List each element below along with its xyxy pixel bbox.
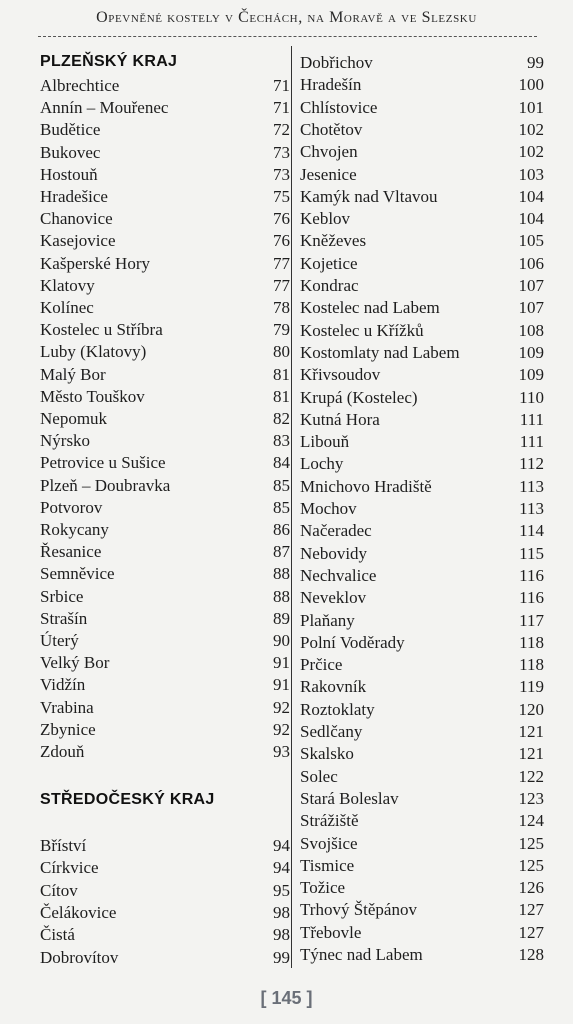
entry-page: 94 <box>273 858 290 878</box>
entry-page: 126 <box>518 878 544 898</box>
entry-page: 113 <box>519 499 544 518</box>
entry-name: Vidžín <box>40 675 86 695</box>
entry-name: Cítov <box>40 880 78 900</box>
entry-page: 85 <box>273 475 290 495</box>
entry-page: 123 <box>518 788 544 808</box>
entry-name: Zdouň <box>40 742 85 761</box>
entry-page: 128 <box>518 945 544 964</box>
entry-name: Luby (Klatovy) <box>40 342 147 362</box>
index-entry <box>300 632 544 654</box>
entry-page: 73 <box>273 142 290 162</box>
index-entry <box>40 519 290 541</box>
column-divider <box>291 46 292 968</box>
header-rule <box>38 36 537 37</box>
index-entry <box>40 924 290 946</box>
entry-page: 92 <box>273 719 290 739</box>
entry-name: Týnec nad Labem <box>300 945 423 964</box>
entry-page: 105 <box>518 231 544 251</box>
entry-page: 75 <box>273 187 290 206</box>
entry-name: Chlístovice <box>300 97 378 117</box>
entry-page: 93 <box>273 742 290 761</box>
entry-page: 109 <box>518 365 544 385</box>
index-entry <box>40 364 290 386</box>
entry-page: 85 <box>273 497 290 517</box>
entry-name: Kamýk nad Vltavou <box>300 186 438 206</box>
entry-name: Kostelec nad Labem <box>300 298 440 318</box>
entry-page: 115 <box>519 543 544 563</box>
entry-name: Kolínec <box>40 298 94 317</box>
entry-name: Potvorov <box>40 497 103 517</box>
index-entry <box>300 565 544 587</box>
entry-name: Libouň <box>300 432 350 452</box>
entry-name: Tožice <box>300 878 346 898</box>
entry-name: Zbynice <box>40 719 96 739</box>
entry-name: Chotětov <box>300 119 363 139</box>
entry-page: 121 <box>518 744 544 764</box>
index-entry <box>40 297 290 319</box>
entry-name: Solec <box>300 766 338 786</box>
index-entry <box>300 97 544 119</box>
index-entry <box>40 902 290 924</box>
entry-name: Neveklov <box>300 588 367 608</box>
entry-name: Čistá <box>40 925 75 945</box>
entry-name: Město Touškov <box>40 386 145 406</box>
entry-page: 102 <box>518 119 544 139</box>
entry-name: Krupá (Kostelec) <box>300 387 418 407</box>
entry-page: 118 <box>519 655 544 675</box>
entry-page: 127 <box>518 922 544 942</box>
entry-page: 112 <box>519 454 544 474</box>
entry-name: Kostelec u Stříbra <box>40 320 163 340</box>
page-number: [ 145 ] <box>260 988 313 1008</box>
entry-page: 87 <box>273 542 290 562</box>
entry-page: 116 <box>519 565 544 585</box>
entry-page: 91 <box>273 675 290 695</box>
entry-name: Klatovy <box>40 275 95 295</box>
entry-page: 81 <box>273 364 290 384</box>
index-entry <box>40 430 290 452</box>
entry-page: 118 <box>519 632 544 652</box>
entry-name: Keblov <box>300 209 351 229</box>
entry-page: 103 <box>518 164 544 184</box>
index-entry <box>300 409 544 431</box>
entry-page: 110 <box>519 387 544 407</box>
entry-page: 120 <box>518 699 544 719</box>
entry-page: 111 <box>519 432 544 452</box>
entry-name: Bříství <box>40 836 87 855</box>
entry-name: Velký Bor <box>40 653 110 673</box>
index-entry <box>40 586 290 608</box>
entry-name: Lochy <box>300 454 344 474</box>
entry-name: Čelákovice <box>40 902 117 922</box>
index-entry <box>300 654 544 676</box>
entry-name: Sedlčany <box>300 722 363 741</box>
entry-page: 76 <box>273 209 290 229</box>
entry-name: Strážiště <box>300 811 359 831</box>
entry-name: Rokycany <box>40 520 109 539</box>
index-entry <box>300 610 544 632</box>
index-entry <box>300 810 544 832</box>
index-entry <box>40 386 290 408</box>
entry-name: Kněževes <box>300 231 367 251</box>
index-entry <box>40 230 290 252</box>
entry-page: 117 <box>519 610 544 630</box>
entry-name: Bukovec <box>40 142 101 162</box>
index-entry <box>300 543 544 565</box>
index-entry <box>40 408 290 430</box>
entry-page: 82 <box>273 409 290 428</box>
entry-page: 122 <box>518 766 544 786</box>
entry-page: 100 <box>518 75 544 95</box>
entry-page: 106 <box>518 253 544 273</box>
index-entry <box>40 497 290 519</box>
index-entry <box>300 498 544 520</box>
index-entry <box>40 563 290 585</box>
entry-name: Kasejovice <box>40 231 116 251</box>
entry-name: Strašín <box>40 608 88 628</box>
entry-page: 125 <box>518 855 544 875</box>
index-entry <box>300 320 544 342</box>
entry-page: 76 <box>273 231 290 251</box>
entry-name: Vrabina <box>40 697 94 717</box>
index-entry <box>300 431 544 453</box>
entry-page: 121 <box>518 722 544 741</box>
entry-name: Svojšice <box>300 833 358 853</box>
entry-page: 92 <box>273 697 290 717</box>
index-entry <box>40 674 290 696</box>
entry-name: Úterý <box>40 631 79 650</box>
entry-page: 86 <box>273 520 290 539</box>
entry-name: Hradešice <box>40 187 108 206</box>
entry-page: 104 <box>518 186 544 206</box>
index-entry <box>300 230 544 252</box>
entry-page: 107 <box>518 276 544 295</box>
entry-page: 119 <box>519 677 544 697</box>
entry-page: 108 <box>518 320 544 340</box>
entry-name: Mochov <box>300 499 357 518</box>
index-entry <box>40 341 290 363</box>
index-entry <box>300 788 544 810</box>
index-entry <box>300 877 544 899</box>
index-entry <box>40 186 290 208</box>
running-header: Opevněné kostely v Čechách, na Moravě a ve Slezsku <box>96 9 477 26</box>
index-entry <box>40 719 290 741</box>
index-entry <box>300 743 544 765</box>
index-entry <box>40 319 290 341</box>
entry-name: Dobrovítov <box>40 947 119 967</box>
entry-page: 109 <box>518 342 544 362</box>
index-entry <box>300 141 544 163</box>
entry-page: 102 <box>518 142 544 162</box>
entry-page: 107 <box>518 298 544 318</box>
entry-name: Plzeň – Doubravka <box>40 475 171 495</box>
entry-name: Církvice <box>40 858 99 878</box>
entry-name: Kondrac <box>300 276 359 295</box>
index-entry <box>40 208 290 230</box>
index-entry <box>40 880 290 902</box>
index-entry <box>300 186 544 208</box>
entry-name: Nechvalice <box>300 565 377 585</box>
entry-page: 127 <box>518 900 544 920</box>
index-entry <box>40 142 290 164</box>
entry-name: Tismice <box>300 855 355 875</box>
entry-page: 79 <box>273 320 290 340</box>
entry-page: 98 <box>273 902 290 922</box>
entry-name: Načeradec <box>300 521 372 541</box>
entry-name: Kutná Hora <box>300 409 380 429</box>
index-entry <box>300 721 544 743</box>
index-entry <box>40 253 290 275</box>
index-entry <box>300 52 544 74</box>
entry-name: Chvojen <box>300 142 358 162</box>
index-entry <box>300 699 544 721</box>
entry-page: 88 <box>273 564 290 584</box>
entry-name: Stará Boleslav <box>300 788 399 808</box>
entry-name: Roztoklaty <box>300 699 375 719</box>
entry-page: 113 <box>519 476 544 496</box>
index-entry <box>40 119 290 141</box>
entry-page: 88 <box>273 586 290 606</box>
index-entry <box>300 164 544 186</box>
index-entry <box>40 608 290 630</box>
index-entry <box>300 922 544 944</box>
entry-page: 124 <box>518 811 544 831</box>
entry-name: Nýrsko <box>40 431 91 451</box>
index-entry <box>300 297 544 319</box>
entry-name: Budětice <box>40 120 101 140</box>
entry-page: 89 <box>273 608 290 628</box>
entry-page: 72 <box>273 120 290 140</box>
index-entry <box>40 857 290 879</box>
entry-name: Kostelec u Křížků <box>300 320 424 340</box>
index-entry <box>40 97 290 119</box>
index-entry <box>300 587 544 609</box>
index-entry <box>300 520 544 542</box>
index-entry <box>300 208 544 230</box>
entry-page: 114 <box>519 521 544 541</box>
entry-name: Polní Voděrady <box>300 632 405 652</box>
entry-page: 71 <box>273 98 290 118</box>
entry-page: 111 <box>519 409 544 429</box>
index-entry <box>300 855 544 877</box>
index-entry <box>300 453 544 475</box>
index-entry <box>40 452 290 474</box>
entry-page: 84 <box>273 453 290 473</box>
entry-name: Malý Bor <box>40 364 106 384</box>
entry-name: Třebovle <box>300 922 362 942</box>
entry-name: Nebovidy <box>300 543 368 563</box>
index-entry <box>300 342 544 364</box>
entry-name: Dobřichov <box>300 53 373 72</box>
entry-name: Řesanice <box>40 542 102 562</box>
entry-name: Nepomuk <box>40 409 108 428</box>
entry-page: 77 <box>273 253 290 273</box>
index-entry <box>300 119 544 141</box>
index-entry <box>40 541 290 563</box>
entry-name: Křivsoudov <box>300 365 381 385</box>
index-entry <box>40 947 290 969</box>
entry-page: 125 <box>518 833 544 853</box>
entry-page: 99 <box>527 53 544 72</box>
entry-page: 78 <box>273 298 290 317</box>
index-entry <box>300 275 544 297</box>
entry-page: 116 <box>519 588 544 608</box>
entry-name: Kostomlaty nad Labem <box>300 342 460 362</box>
entry-name: Mnichovo Hradiště <box>300 476 432 496</box>
entry-page: 73 <box>273 164 290 184</box>
index-entry <box>40 697 290 719</box>
entry-page: 94 <box>273 836 290 855</box>
index-entry <box>300 944 544 966</box>
entry-name: Petrovice u Sušice <box>40 453 166 473</box>
entry-name: Srbice <box>40 586 84 606</box>
entry-page: 81 <box>273 386 290 406</box>
index-entry <box>40 75 290 97</box>
entry-page: 95 <box>273 880 290 900</box>
entry-name: Skalsko <box>300 744 354 764</box>
index-entry <box>300 364 544 386</box>
entry-name: Kašperské Hory <box>40 253 150 273</box>
entry-name: Semněvice <box>40 564 115 584</box>
entry-page: 101 <box>518 97 544 117</box>
index-entry <box>300 74 544 96</box>
entry-name: Plaňany <box>300 610 355 630</box>
entry-page: 80 <box>273 342 290 362</box>
index-entry <box>40 652 290 674</box>
index-entry <box>40 741 290 763</box>
index-entry <box>40 835 290 857</box>
index-entry <box>300 676 544 698</box>
entry-name: Hradešín <box>300 75 362 95</box>
index-entry <box>300 899 544 921</box>
index-entry <box>40 630 290 652</box>
entry-page: 83 <box>273 431 290 451</box>
entry-name: Prčice <box>300 655 343 675</box>
section-heading-stredocesky: STŘEDOČESKÝ KRAJ <box>40 791 215 808</box>
entry-name: Hostouň <box>40 164 98 184</box>
entry-name: Rakovník <box>300 677 367 697</box>
entry-page: 77 <box>273 275 290 295</box>
section-heading-plzensky: PLZEŇSKÝ KRAJ <box>40 53 178 70</box>
entry-page: 99 <box>273 947 290 967</box>
entry-name: Albrechtice <box>40 76 120 95</box>
entry-page: 98 <box>273 925 290 945</box>
entry-page: 91 <box>273 653 290 673</box>
index-entry <box>40 475 290 497</box>
entry-page: 90 <box>273 631 290 650</box>
index-entry <box>40 275 290 297</box>
index-entry <box>300 833 544 855</box>
entry-page: 71 <box>273 76 290 95</box>
entry-name: Chanovice <box>40 209 113 229</box>
entry-page: 104 <box>518 209 544 229</box>
index-entry <box>40 164 290 186</box>
entry-name: Kojetice <box>300 253 358 273</box>
index-entry <box>300 476 544 498</box>
entry-name: Jesenice <box>300 164 357 184</box>
entry-name: Trhový Štěpánov <box>300 900 417 920</box>
index-entry <box>300 387 544 409</box>
index-entry <box>300 253 544 275</box>
entry-name: Annín – Mouřenec <box>40 98 169 118</box>
index-entry <box>300 766 544 788</box>
